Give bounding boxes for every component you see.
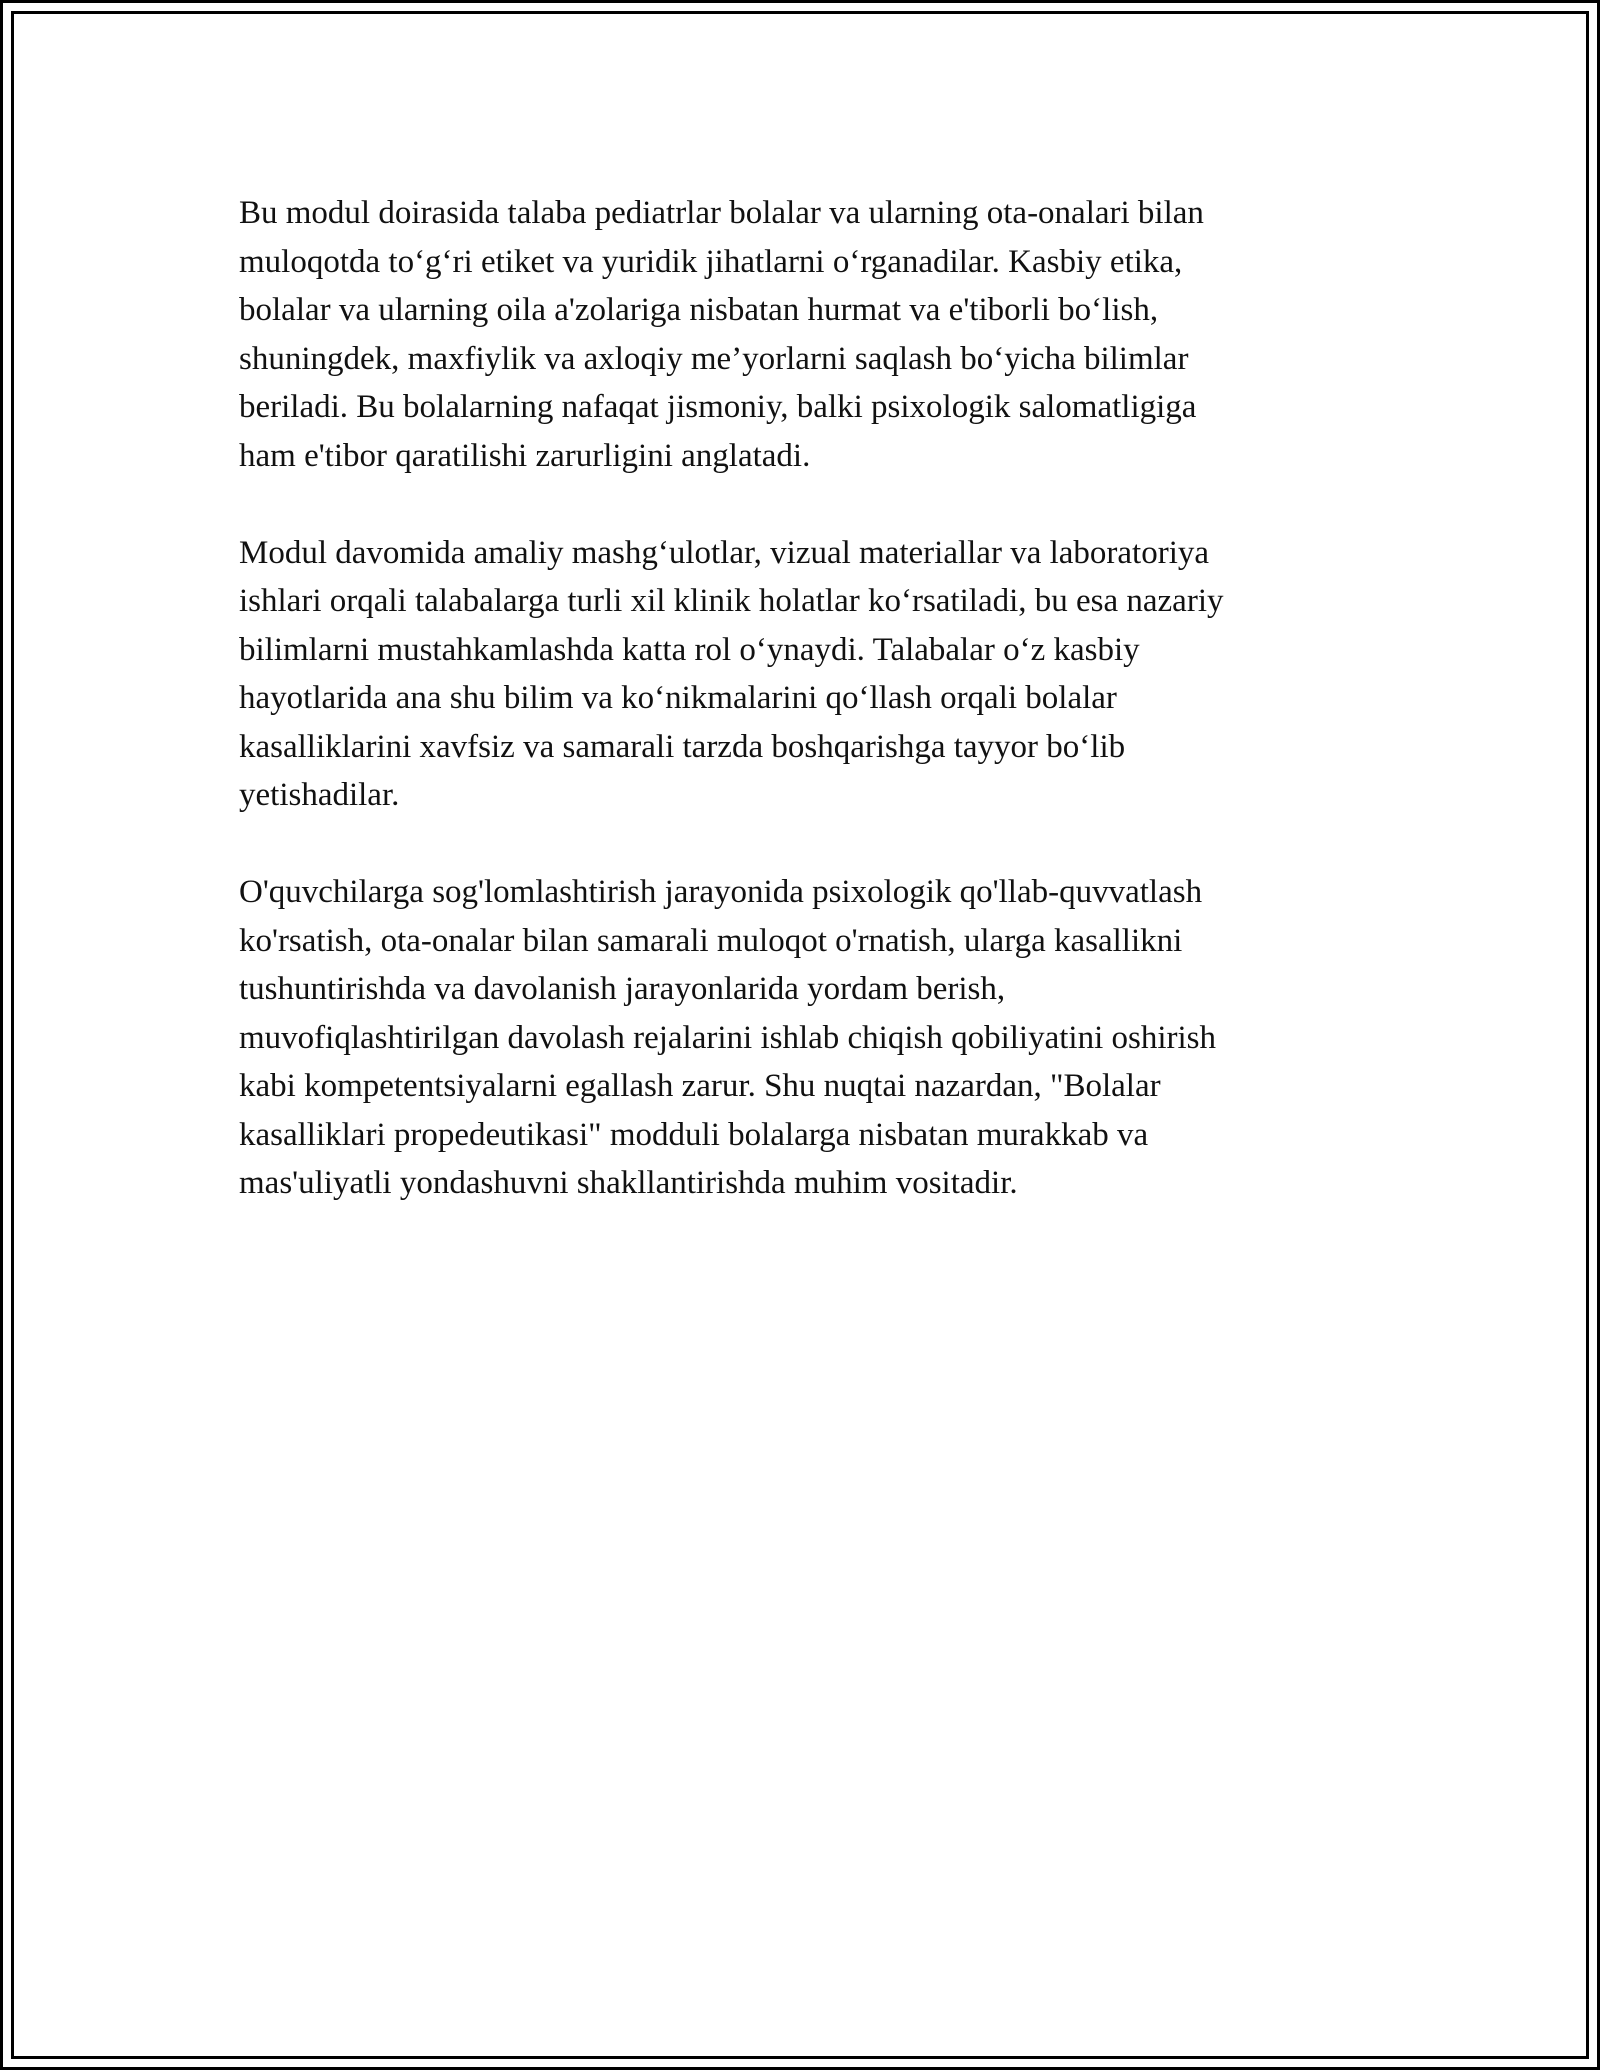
text-line: kabi kompetentsiyalarni egallash zarur. Shu nuqtai nazardan, "Bolalar: [239, 1068, 1161, 1104]
paragraph-3: [239, 868, 1369, 1208]
text-line: ko'rsatish, ota-onalar bilan samarali muloqot o'rnatish, ularga kasallikni: [239, 922, 1183, 959]
text-line: bilimlarni mustahkamlashda katta rol o‘ynaydi. Talabalar o‘z kasbiy: [239, 631, 1140, 668]
text-line: bolalar va ularning oila a'zolariga nisbatan hurmat va e'tiborli bo‘lish,: [239, 292, 1159, 328]
text-line: Bu modul doirasida talaba pediatrlar bolalar va ularning ota-onalari bilan: [239, 195, 1204, 231]
text-line: kasalliklari propedeutikasi" modduli bolalarga nisbatan murakkab va: [239, 1116, 1149, 1153]
text-line: tushuntirishda va davolanish jarayonlarida yordam berish,: [239, 971, 1006, 1007]
text-line: yetishadilar.: [239, 777, 400, 813]
text-line: O'quvchilarga sog'lomlashtirish jarayonida psixologik qo'llab-quvvatlash: [239, 874, 1203, 910]
paragraph-2: [239, 529, 1369, 820]
text-line: kasalliklarini xavfsiz va samarali tarzda boshqarishga tayyor bo‘lib: [239, 728, 1126, 765]
text-line: ham e'tibor qaratilishi zarurligini anglatadi.: [239, 437, 811, 474]
text-line: muloqotda to‘g‘ri etiket va yuridik jihatlarni o‘rganadilar. Kasbiy etika,: [239, 243, 1183, 280]
text-line: muvofiqlashtirilgan davolash rejalarini ishlab chiqish qobiliyatini oshirish: [239, 1019, 1217, 1056]
text-line: hayotlarida ana shu bilim va ko‘nikmalarini qo‘llash orqali bolalar: [239, 680, 1117, 716]
paragraph-1: [239, 189, 1369, 480]
text-line: beriladi. Bu bolalarning nafaqat jismoniy, balki psixologik salomatligiga: [239, 389, 1197, 425]
text-line: ishlari orqali talabalarga turli xil klinik holatlar ko‘rsatiladi, bu esa nazariy: [239, 583, 1224, 619]
text-line: Modul davomida amaliy mashg‘ulotlar, vizual materiallar va laboratoriya: [239, 534, 1210, 571]
document-body: [239, 189, 1369, 1208]
text-line: mas'uliyatli yondashuvni shakllantirishda muhim vositadir.: [239, 1165, 1018, 1201]
text-line: shuningdek, maxfiylik va axloqiy me’yorlarni saqlash bo‘yicha bilimlar: [239, 340, 1189, 377]
